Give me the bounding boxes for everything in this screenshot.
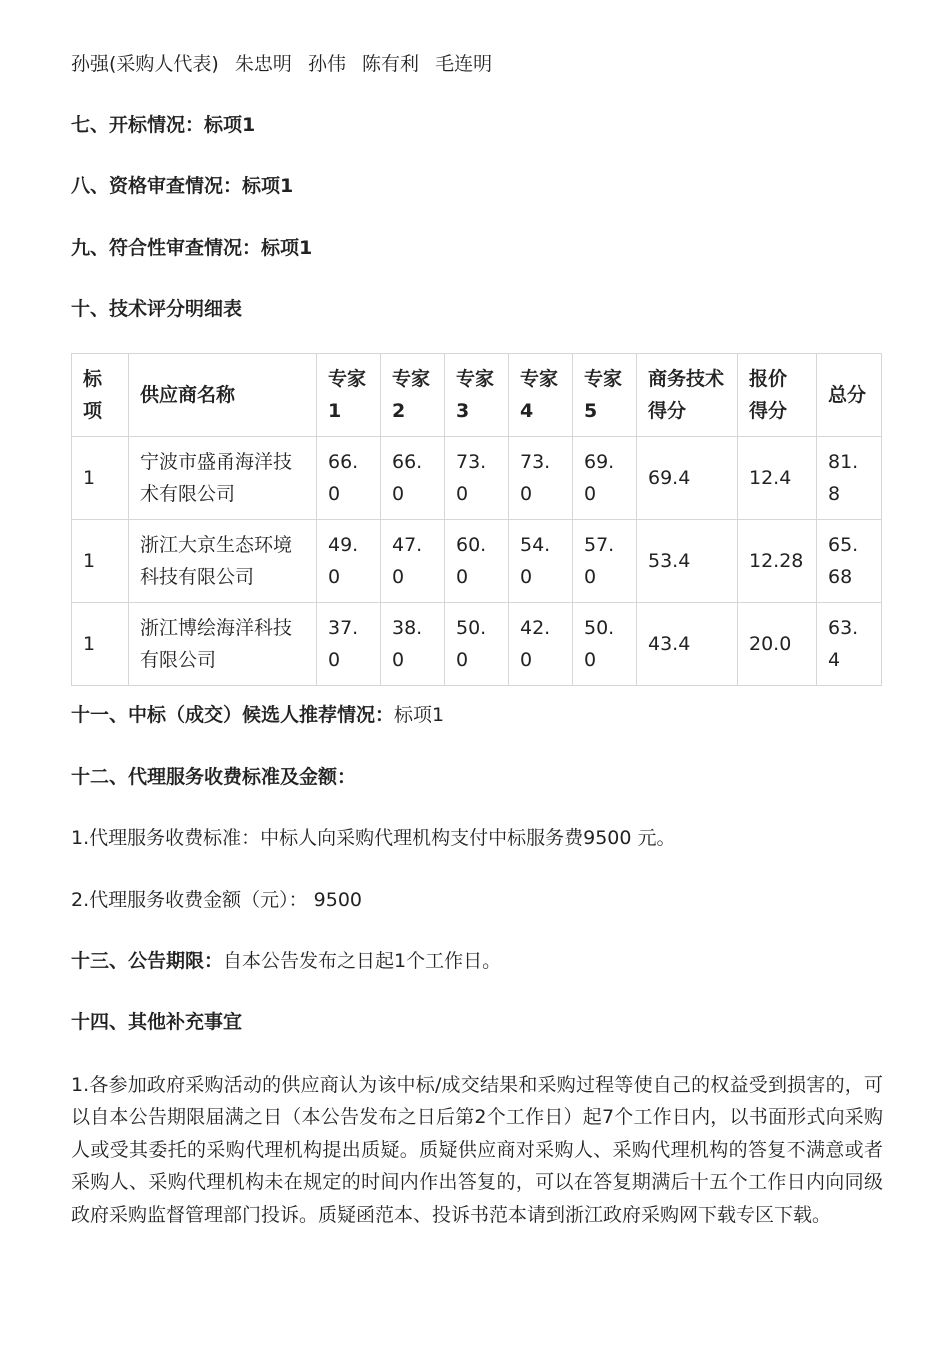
table-row (72, 437, 882, 520)
fee-amount: 2.代理服务收费金额（元）： 9500 (71, 889, 363, 911)
supplementary-paragraph: 1.各参加政府采购活动的供应商认为该中标/成交结果和采购过程等使自己的权益受到损害的，可以自本公告期限届满之日（本公告发布之日后第2个工作日）起7个工作日内，以书面形式向采购人或受其委托的采购代理机构提出质疑。质疑供应商对采购人、采购代理机构的答复不满意或者采购人、采购代理机构未在规定的时间内作出答复的，可以在答复期满后十五个工作日内向同级政府采购监督管理部门投诉。质疑函范本、投诉书范本请到浙江政府采购网下载专区下载。 (71, 1074, 883, 1226)
section-title: 八、资格审查情况： (71, 175, 243, 197)
table-cell: 浙江大京生态环境科技有限公司 (129, 520, 317, 603)
section-title: 七、开标情况： (71, 114, 205, 136)
table-cell: 1 (72, 603, 129, 686)
table-cell: 43.4 (637, 603, 738, 686)
header-cell: 商务技术得分 (637, 354, 738, 437)
section-13-heading (71, 947, 501, 975)
table-cell: 63.4 (817, 603, 882, 686)
table-cell: 47.0 (381, 520, 445, 603)
table-cell: 69.4 (637, 437, 738, 520)
section-value: 标项1 (261, 237, 313, 259)
technical-score-table (71, 353, 882, 686)
section-value: 标项1 (242, 175, 294, 197)
table-cell: 42.0 (509, 603, 573, 686)
section-11-heading (71, 701, 444, 729)
table-cell: 49.0 (317, 520, 381, 603)
section-value: 标项1 (204, 114, 256, 136)
table-row (72, 520, 882, 603)
section-title: 十三、公告期限： (71, 950, 224, 972)
attendee: 陈有利 (362, 53, 420, 75)
header-cell: 供应商名称 (129, 354, 317, 437)
section-9-heading (71, 234, 312, 262)
header-cell: 报价得分 (738, 354, 817, 437)
table-cell: 20.0 (738, 603, 817, 686)
table-cell: 37.0 (317, 603, 381, 686)
fee-standard: 1.代理服务收费标准：中标人向采购代理机构支付中标服务费9500 元。 (71, 827, 676, 849)
header-cell: 标项 (72, 354, 129, 437)
table-cell: 73.0 (445, 437, 509, 520)
header-cell: 专家3 (445, 354, 509, 437)
section-7-heading (71, 111, 255, 139)
table-cell: 1 (72, 437, 129, 520)
section-title: 九、符合性审查情况： (71, 237, 262, 259)
table-header-row (72, 354, 882, 437)
header-cell: 总分 (817, 354, 882, 437)
section-14-heading: 十四、其他补充事宜 (71, 1011, 243, 1033)
table-cell: 66.0 (317, 437, 381, 520)
attendee: 毛连明 (435, 53, 493, 75)
table-cell: 73.0 (509, 437, 573, 520)
table-row (72, 603, 882, 686)
table-cell: 69.0 (573, 437, 637, 520)
table-cell: 65.68 (817, 520, 882, 603)
attendee-list (71, 50, 492, 78)
table-cell: 12.4 (738, 437, 817, 520)
table-cell: 57.0 (573, 520, 637, 603)
section-value: 自本公告发布之日起1个工作日。 (223, 950, 502, 972)
table-cell: 12.28 (738, 520, 817, 603)
table-cell: 60.0 (445, 520, 509, 603)
header-cell: 专家4 (509, 354, 573, 437)
header-cell: 专家1 (317, 354, 381, 437)
attendee: 孙强(采购人代表) (71, 53, 219, 75)
table-cell: 50.0 (445, 603, 509, 686)
section-title: 十一、中标（成交）候选人推荐情况： (71, 704, 395, 726)
table-cell: 66.0 (381, 437, 445, 520)
header-cell: 专家5 (573, 354, 637, 437)
table-cell: 50.0 (573, 603, 637, 686)
table-cell: 54.0 (509, 520, 573, 603)
section-12-heading: 十二、代理服务收费标准及金额： (71, 766, 357, 788)
attendee: 朱忠明 (234, 53, 292, 75)
attendee: 孙伟 (307, 53, 346, 75)
table-cell: 53.4 (637, 520, 738, 603)
table-cell: 宁波市盛甬海洋技术有限公司 (129, 437, 317, 520)
table-cell: 浙江博绘海洋科技有限公司 (129, 603, 317, 686)
section-8-heading (71, 172, 293, 200)
section-10-heading: 十、技术评分明细表 (71, 298, 243, 320)
table-cell: 1 (72, 520, 129, 603)
header-cell: 专家2 (381, 354, 445, 437)
table-cell: 38.0 (381, 603, 445, 686)
section-value: 标项1 (394, 704, 445, 726)
table-cell: 81.8 (817, 437, 882, 520)
